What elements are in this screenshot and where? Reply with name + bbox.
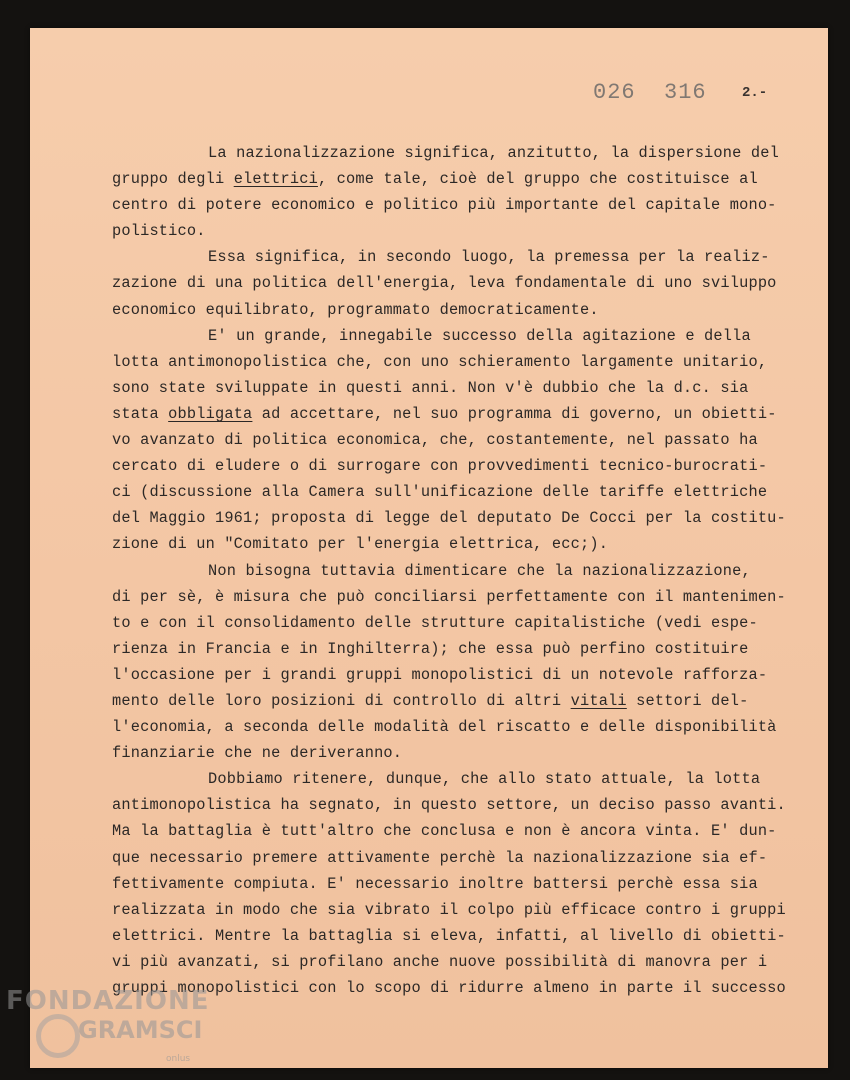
text-line xyxy=(112,766,822,792)
text-line xyxy=(112,584,822,610)
text-segment: finanziarie che ne deriveranno. xyxy=(112,744,403,763)
text-line xyxy=(112,218,822,244)
text-line xyxy=(112,453,822,479)
text-line xyxy=(112,192,822,218)
document-page xyxy=(30,28,828,1068)
fondazione-gramsci-watermark xyxy=(6,986,216,1078)
text-segment: centro di potere economico e politico più importante del capitale mono- xyxy=(112,196,777,215)
text-line xyxy=(112,792,822,818)
text-line xyxy=(112,166,822,192)
text-line xyxy=(112,818,822,844)
text-segment: Essa significa, in secondo luogo, la premessa per la realiz- xyxy=(208,248,770,267)
text-line xyxy=(112,323,822,349)
text-segment: La nazionalizzazione significa, anzitutto, la dispersione del xyxy=(208,144,779,162)
paragraph xyxy=(112,140,822,244)
text-segment: mento delle loro posizioni di controllo di altri xyxy=(112,691,571,710)
text-segment: di per sè, è misura che può conciliarsi perfettamente con il mantenimen- xyxy=(112,587,786,606)
watermark-small-text: onlus xyxy=(166,1054,191,1064)
text-segment: stata xyxy=(112,404,169,423)
text-line xyxy=(112,531,822,557)
text-segment: settori del- xyxy=(626,691,749,710)
text-segment: ci (discussione alla Camera sull'unificazione delle tariffe elettriche xyxy=(112,483,768,502)
paragraph xyxy=(112,766,822,1001)
text-segment: Ma la battaglia è tutt'altro che conclusa e non è ancora vinta. E' dun- xyxy=(112,822,777,841)
text-segment: Non bisogna tuttavia dimenticare che la nazionalizzazione, xyxy=(208,561,751,580)
text-segment: realizzata in modo che sia vibrato il colpo più efficace contro i gruppi xyxy=(112,900,786,919)
text-segment: zione di un "Comitato per l'energia elettrica, ecc;). xyxy=(112,535,609,554)
text-segment: vo avanzato di politica economica, che, costantemente, nel passato ha xyxy=(112,431,758,450)
document-body xyxy=(112,140,822,1001)
paragraph xyxy=(112,323,822,558)
watermark-logo-icon xyxy=(36,1014,80,1058)
text-line xyxy=(112,427,822,453)
text-line xyxy=(112,505,822,531)
text-segment: elettrici. Mentre la battaglia si eleva, infatti, al livello di obietti- xyxy=(112,926,786,945)
text-line xyxy=(112,923,822,949)
text-line xyxy=(112,975,822,1001)
text-line xyxy=(112,558,822,584)
text-line xyxy=(112,897,822,923)
underlined-word: elettrici xyxy=(233,170,318,189)
text-line xyxy=(112,636,822,662)
paragraph xyxy=(112,558,822,767)
text-segment: economico equilibrato, programmato democraticamente. xyxy=(112,300,599,319)
text-segment: rienza in Francia e in Inghilterra); che essa può perfino costituire xyxy=(112,639,749,658)
text-segment: E' un grande, innegabile successo della agitazione e della xyxy=(208,326,751,345)
text-segment: gruppo degli xyxy=(112,170,234,189)
text-segment: fettivamente compiuta. E' necessario inoltre battersi perchè essa sia xyxy=(112,874,758,893)
text-line xyxy=(112,349,822,375)
archive-stamp-number: 026 316 xyxy=(593,80,707,105)
page-number: 2.- xyxy=(742,85,768,101)
text-line xyxy=(112,270,822,296)
text-line xyxy=(112,949,822,975)
text-line xyxy=(112,714,822,740)
text-segment: to e con il consolidamento delle strutture capitalistiche (vedi espe- xyxy=(112,613,758,632)
text-segment: gruppi monopolistici con lo scopo di ridurre almeno in parte il successo xyxy=(112,979,786,997)
text-segment: lotta antimonopolistica che, con uno schieramento largamente unitario, xyxy=(112,352,768,371)
paragraph xyxy=(112,244,822,322)
underlined-word: obbligata xyxy=(168,404,253,423)
text-segment: del Maggio 1961; proposta di legge del deputato De Cocci per la costitu- xyxy=(112,509,786,528)
text-line xyxy=(112,244,822,270)
text-line xyxy=(112,297,822,323)
text-segment: l'economia, a seconda delle modalità del riscatto e delle disponibilità xyxy=(112,718,777,737)
text-segment: cercato di eludere o di surrogare con provvedimenti tecnico-burocrati- xyxy=(112,457,768,476)
text-line xyxy=(112,740,822,766)
text-line xyxy=(112,871,822,897)
text-segment: polistico. xyxy=(112,222,206,241)
text-segment: ad accettare, nel suo programma di governo, un obietti- xyxy=(252,404,777,423)
text-segment: , come tale, cioè del gruppo che costituisce al xyxy=(317,170,758,189)
text-line xyxy=(112,688,822,714)
text-segment: Dobbiamo ritenere, dunque, che allo stato attuale, la lotta xyxy=(208,770,761,789)
text-line xyxy=(112,662,822,688)
underlined-word: vitali xyxy=(570,691,627,710)
text-line xyxy=(112,479,822,505)
text-segment: que necessario premere attivamente perchè la nazionalizzazione sia ef- xyxy=(112,848,768,867)
text-segment: sono state sviluppate in questi anni. Non v'è dubbio che la d.c. sia xyxy=(112,378,749,397)
watermark-top-text: FONDAZIONE xyxy=(6,986,210,1016)
text-segment: vi più avanzati, si profilano anche nuove possibilità di manovra per i xyxy=(112,952,768,971)
text-segment: antimonopolistica ha segnato, in questo settore, un deciso passo avanti. xyxy=(112,796,786,815)
text-segment: l'occasione per i grandi gruppi monopolistici di un notevole rafforza- xyxy=(112,665,768,684)
text-line xyxy=(112,401,822,427)
text-line xyxy=(112,610,822,636)
text-line xyxy=(112,140,822,166)
text-line xyxy=(112,375,822,401)
text-segment: zazione di una politica dell'energia, leva fondamentale di uno sviluppo xyxy=(112,274,777,293)
text-line xyxy=(112,845,822,871)
watermark-bottom-text: GRAMSCI xyxy=(78,1016,203,1044)
